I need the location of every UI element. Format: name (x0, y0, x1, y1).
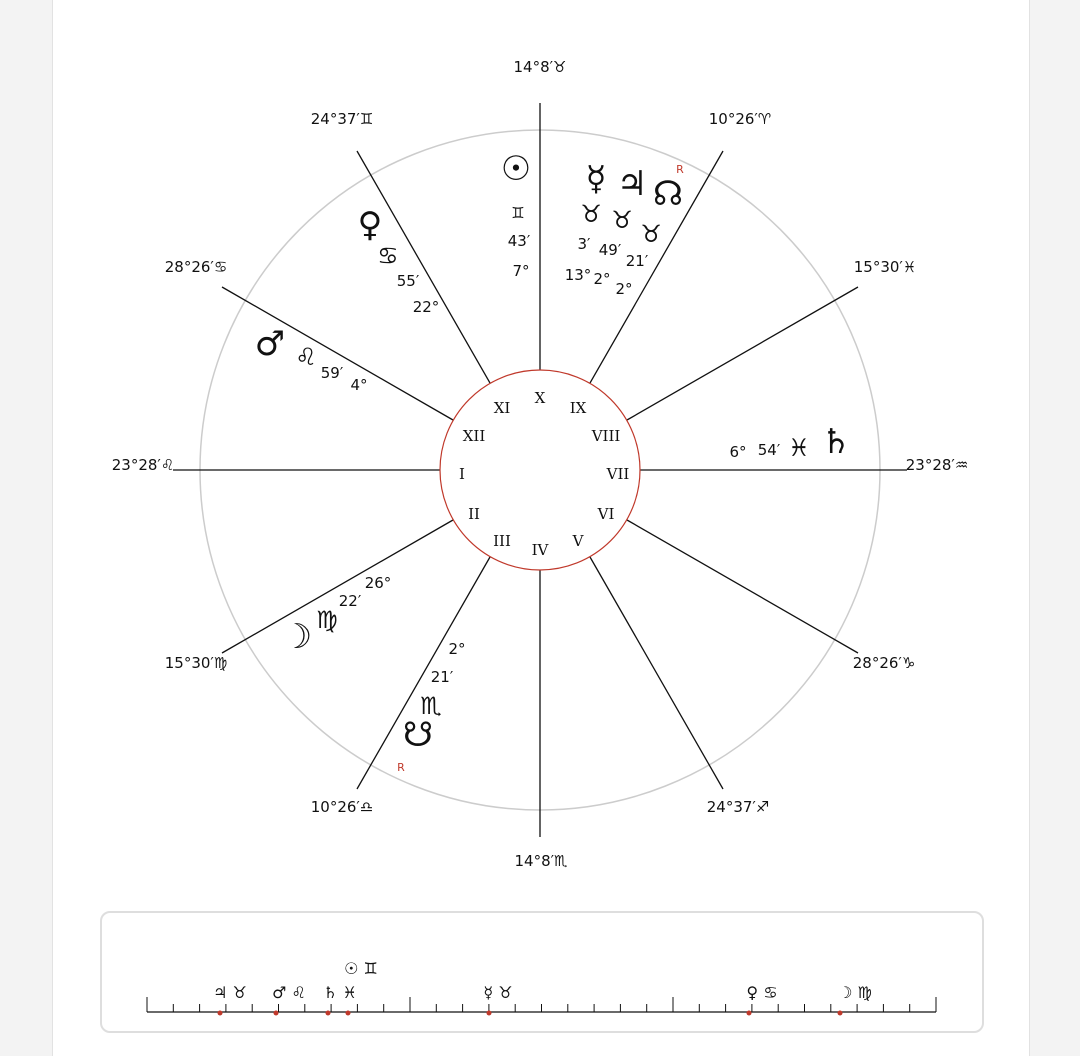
mercury-sign: ♉ (580, 200, 602, 228)
venus-degrees: 22° (412, 298, 440, 316)
south-node-minutes: 21′ (430, 668, 454, 686)
strip-label-jupiter: ♃ ♉ (213, 983, 247, 1002)
house-number-8: VIII (591, 427, 621, 445)
cusp-label-6: 28°26′♑ (852, 654, 916, 672)
dot-mars (274, 1011, 279, 1016)
planet-venus (358, 205, 440, 316)
mars-sign: ♌ (295, 343, 317, 371)
sun-degrees: 7° (512, 262, 530, 280)
sun-minutes: 43′ (507, 232, 531, 250)
mars-minutes: 59′ (320, 364, 344, 382)
moon-degrees: 26° (364, 574, 392, 592)
cusp-label-4: 14°8′♏ (514, 852, 568, 870)
cusp-label-1: 23°28′♌ (111, 456, 175, 474)
jupiter-minutes: 49′ (598, 241, 622, 259)
planet-sun (501, 149, 531, 280)
sun-icon: ☉ (500, 149, 532, 189)
planet-mercury (565, 159, 607, 284)
house-number-4: IV (531, 541, 549, 559)
house-number-9: IX (569, 399, 587, 417)
venus-minutes: 55′ (396, 272, 420, 290)
south-node-sign: ♏ (420, 692, 442, 720)
cusp-label-2: 15°30′♍ (164, 654, 228, 672)
moon-icon: ☽ (281, 617, 313, 657)
dot-mercury (487, 1011, 492, 1016)
ruler-labels (213, 959, 872, 1002)
ruler-ticks (147, 997, 936, 1012)
cusp-label-10: 14°8′♉ (513, 58, 567, 76)
cusp-label-12: 28°26′♋ (164, 258, 228, 276)
cusp-label-11: 24°37′♊ (310, 110, 374, 128)
house-number-1: I (459, 465, 465, 483)
venus-icon: ♀ (357, 205, 383, 245)
house-number-7: VII (606, 465, 630, 483)
moon-sign: ♍ (316, 606, 338, 634)
planet-position-strip (100, 911, 984, 1033)
north-node-degrees: 2° (615, 280, 633, 298)
dot-sun (346, 1011, 351, 1016)
saturn-sign: ♓ (788, 434, 810, 462)
house-number-11: XI (493, 399, 511, 417)
mercury-minutes: 3′ (577, 235, 591, 253)
cusp-line-5 (590, 557, 723, 789)
cusp-label-9: 10°26′♈ (708, 110, 772, 128)
strip-label-sun: ☉ ♊ (344, 959, 378, 978)
strip-label-saturn: ♄ ♓ (323, 983, 357, 1002)
house-number-3: III (493, 532, 511, 550)
south-node-icon: ☋ (402, 715, 434, 755)
ruler-dots (218, 1011, 843, 1016)
dot-venus (747, 1011, 752, 1016)
saturn-degrees: 6° (729, 443, 747, 461)
north-node-sign: ♉ (640, 220, 662, 248)
planet-saturn (729, 422, 851, 462)
cusp-label-3: 10°26′♎ (310, 798, 374, 816)
mercury-degrees: 13° (564, 266, 592, 284)
north-node-icon: ☊ (652, 174, 684, 214)
cusp-label-7: 23°28′♒ (905, 456, 969, 474)
cusp-line-6 (627, 520, 858, 653)
strip-label-mercury: ☿ ♉ (483, 983, 513, 1002)
jupiter-degrees: 2° (593, 270, 611, 288)
cusp-line-8 (627, 287, 858, 420)
cusp-label-5: 24°37′♐ (706, 798, 770, 816)
moon-minutes: 22′ (338, 592, 362, 610)
mars-icon: ♂ (254, 324, 286, 364)
mars-degrees: 4° (350, 376, 368, 394)
strip-label-venus: ♀ ♋ (746, 983, 778, 1002)
house-number-2: II (468, 505, 480, 523)
south-node-degrees: 2° (448, 640, 466, 658)
jupiter-icon: ♃ (616, 164, 648, 204)
house-number-6: VI (597, 505, 615, 523)
house-number-10: X (534, 389, 546, 407)
dot-jupiter (218, 1011, 223, 1016)
cusp-label-8: 15°30′♓ (853, 258, 917, 276)
saturn-icon: ♄ (820, 422, 852, 462)
dot-saturn (326, 1011, 331, 1016)
north-node-minutes: 21′ (625, 252, 649, 270)
strip-label-moon: ☽ ♍ (838, 983, 872, 1002)
north-node-retrograde: R (676, 163, 684, 176)
strip-label-mars: ♂ ♌ (272, 983, 306, 1002)
mercury-icon: ☿ (585, 159, 607, 199)
house-number-5: V (572, 532, 584, 550)
dot-moon (838, 1011, 843, 1016)
saturn-minutes: 54′ (757, 441, 781, 459)
house-number-12: XII (462, 427, 486, 445)
south-node-retrograde: R (397, 761, 405, 774)
sun-sign: ♊ (511, 204, 525, 222)
planet-mars (255, 324, 368, 394)
ruler-svg (102, 913, 982, 1031)
jupiter-sign: ♉ (611, 206, 633, 234)
venus-sign: ♋ (377, 242, 399, 270)
